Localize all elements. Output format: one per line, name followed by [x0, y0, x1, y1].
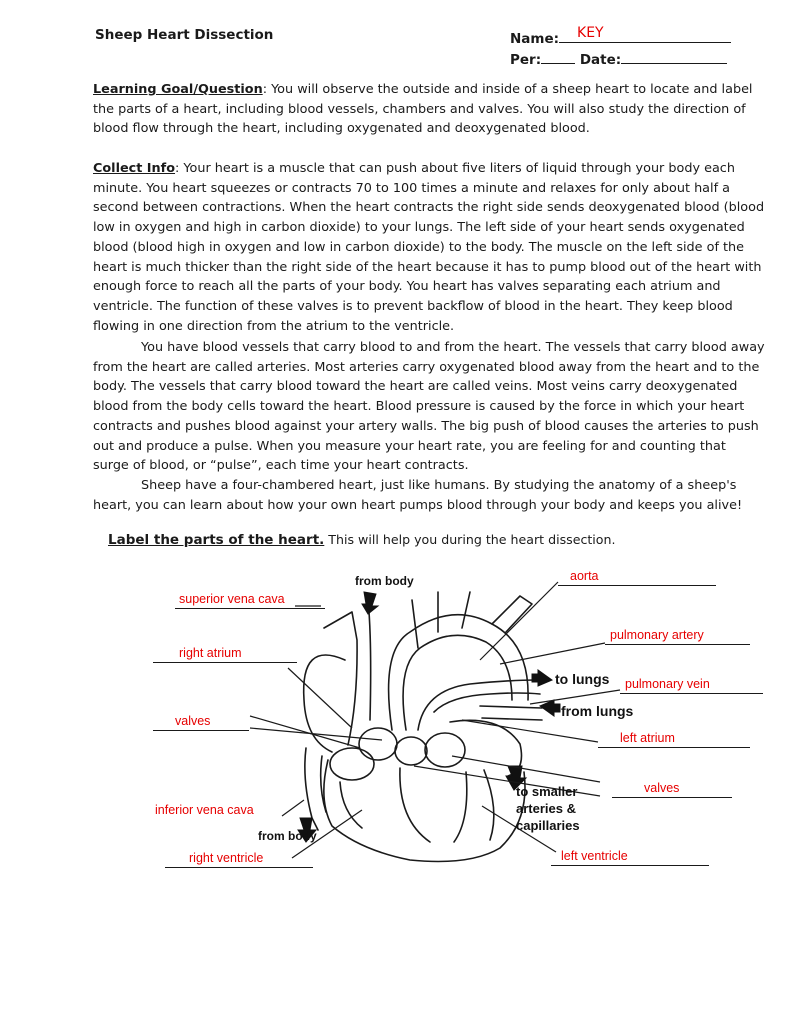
label-to-smaller-arteries: [516, 783, 580, 834]
aorta-branches: [412, 592, 470, 648]
pulmonary-artery-upper: [434, 693, 540, 712]
arrow-from-body-top: [362, 592, 378, 614]
label-from-body-bottom: from body: [258, 829, 317, 843]
aortic-valve: [395, 737, 427, 765]
label-from-lungs: from lungs: [561, 703, 634, 719]
name-label: Name:: [510, 31, 560, 47]
learning-goal-lead: Learning Goal/Question: [93, 82, 263, 97]
aorta-inner: [403, 635, 512, 730]
label-to-lungs: to lungs: [555, 671, 610, 687]
answer-right-ventricle[interactable]: right ventricle: [165, 851, 313, 868]
leader-left-atrium: [462, 720, 598, 742]
label-from-body-top: from body: [355, 574, 414, 588]
arrow-to-lungs: [532, 670, 552, 686]
label-to-smaller-line3: capillaries: [516, 818, 580, 833]
label-heading-instruction: This will help you during the heart dissection.: [324, 532, 616, 547]
collect-info-text: : Your heart is a muscle that can push about five liters of liquid through your body each minute. You heart squeezes or contracts 70 to 100 times a minute and relaxes for only about half a second between contractions. When the heart contracts the right side sends deoxygenated blood (blood low in oxygen and high in carbon dioxide) to your lungs. The left side of your heart sends oxygenated blood (blood high in oxygen and low in carbon dioxide) to the body. The muscle on the left side of the heart is much thicker than the right side of the heart because it has to pump blood out of the heart with enough force to reach all the parts of your body. You heart has valves separating each atrium and ventricle. The function of these valves is to prevent backflow of blood in the heart. They keep blood flowing in one direction from the atrium to the ventricle.: [93, 161, 765, 334]
pulmonary-vein-lines: [480, 706, 542, 720]
name-value: KEY: [577, 25, 604, 41]
answer-aorta[interactable]: aorta: [558, 569, 716, 586]
answer-left-atrium[interactable]: left atrium: [598, 731, 750, 748]
pulmonary-valve: [359, 728, 397, 760]
leader-ivc: [282, 800, 304, 816]
svc-outline: [324, 612, 357, 745]
leader-pulmonary-vein: [530, 690, 620, 704]
answer-superior-vena-cava[interactable]: superior vena cava: [175, 592, 325, 609]
label-to-smaller-line2: arteries &: [516, 801, 576, 816]
label-heading-title: Label the parts of the heart.: [108, 532, 325, 548]
blood-vessels-text: You have blood vessels that carry blood to and from the heart. The vessels that carry blood away from the heart are called arteries. Most arteries carry oxygenated blood away from the heart and to the body. The vessels that carry blood toward the heart are called veins. Most veins carry deoxygenated blood from the body cells toward the heart. Blood pressure is caused by the force in which your heart contracts and pushes blood against your artery walls. The big push of blood causes the arteries to push out and produce a pulse. When you measure your heart rate, you are feeling for and counting that surge of blood, or “pulse”, each time your heart contracts.: [93, 340, 765, 474]
sheep-heart-text: Sheep have a four-chambered heart, just like humans. By studying the anatomy of a sheep's heart, you can learn about how your own heart pumps blood through your body and keeps you alive!: [93, 478, 743, 513]
answer-valves-right[interactable]: valves: [612, 781, 732, 798]
left-ventricle-inner: [484, 770, 494, 840]
leader-right-atrium: [288, 668, 352, 728]
answer-valves-left[interactable]: valves: [153, 714, 249, 731]
learning-goal-text: : You will observe the outside and inside of a sheep heart to locate and label the parts of a heart, including blood vessels, chambers and valves. You will also study the direction of blood flow through the heart, including oxygenated and deoxygenated blood.: [93, 82, 753, 137]
answer-pulmonary-vein[interactable]: pulmonary vein: [620, 677, 763, 694]
collect-info-lead: Collect Info: [93, 161, 176, 176]
answer-left-ventricle[interactable]: left ventricle: [551, 849, 709, 866]
svc-inner: [368, 600, 371, 720]
label-to-smaller-line1: to smaller: [516, 784, 578, 799]
worksheet-title: Sheep Heart Dissection: [95, 27, 274, 43]
answer-inferior-vena-cava[interactable]: inferior vena cava: [155, 803, 254, 817]
answer-right-atrium[interactable]: right atrium: [153, 646, 297, 663]
date-label: Date:: [579, 52, 622, 68]
septum: [400, 768, 467, 842]
right-ventricle-inner: [340, 782, 362, 828]
mitral-valve: [425, 733, 465, 767]
tricuspid-valve: [330, 748, 374, 780]
answer-pulmonary-artery[interactable]: pulmonary artery: [605, 628, 750, 645]
leader-aorta: [480, 582, 558, 660]
per-label: Per:: [510, 52, 542, 68]
ventricle-outer-wall: [324, 760, 525, 862]
